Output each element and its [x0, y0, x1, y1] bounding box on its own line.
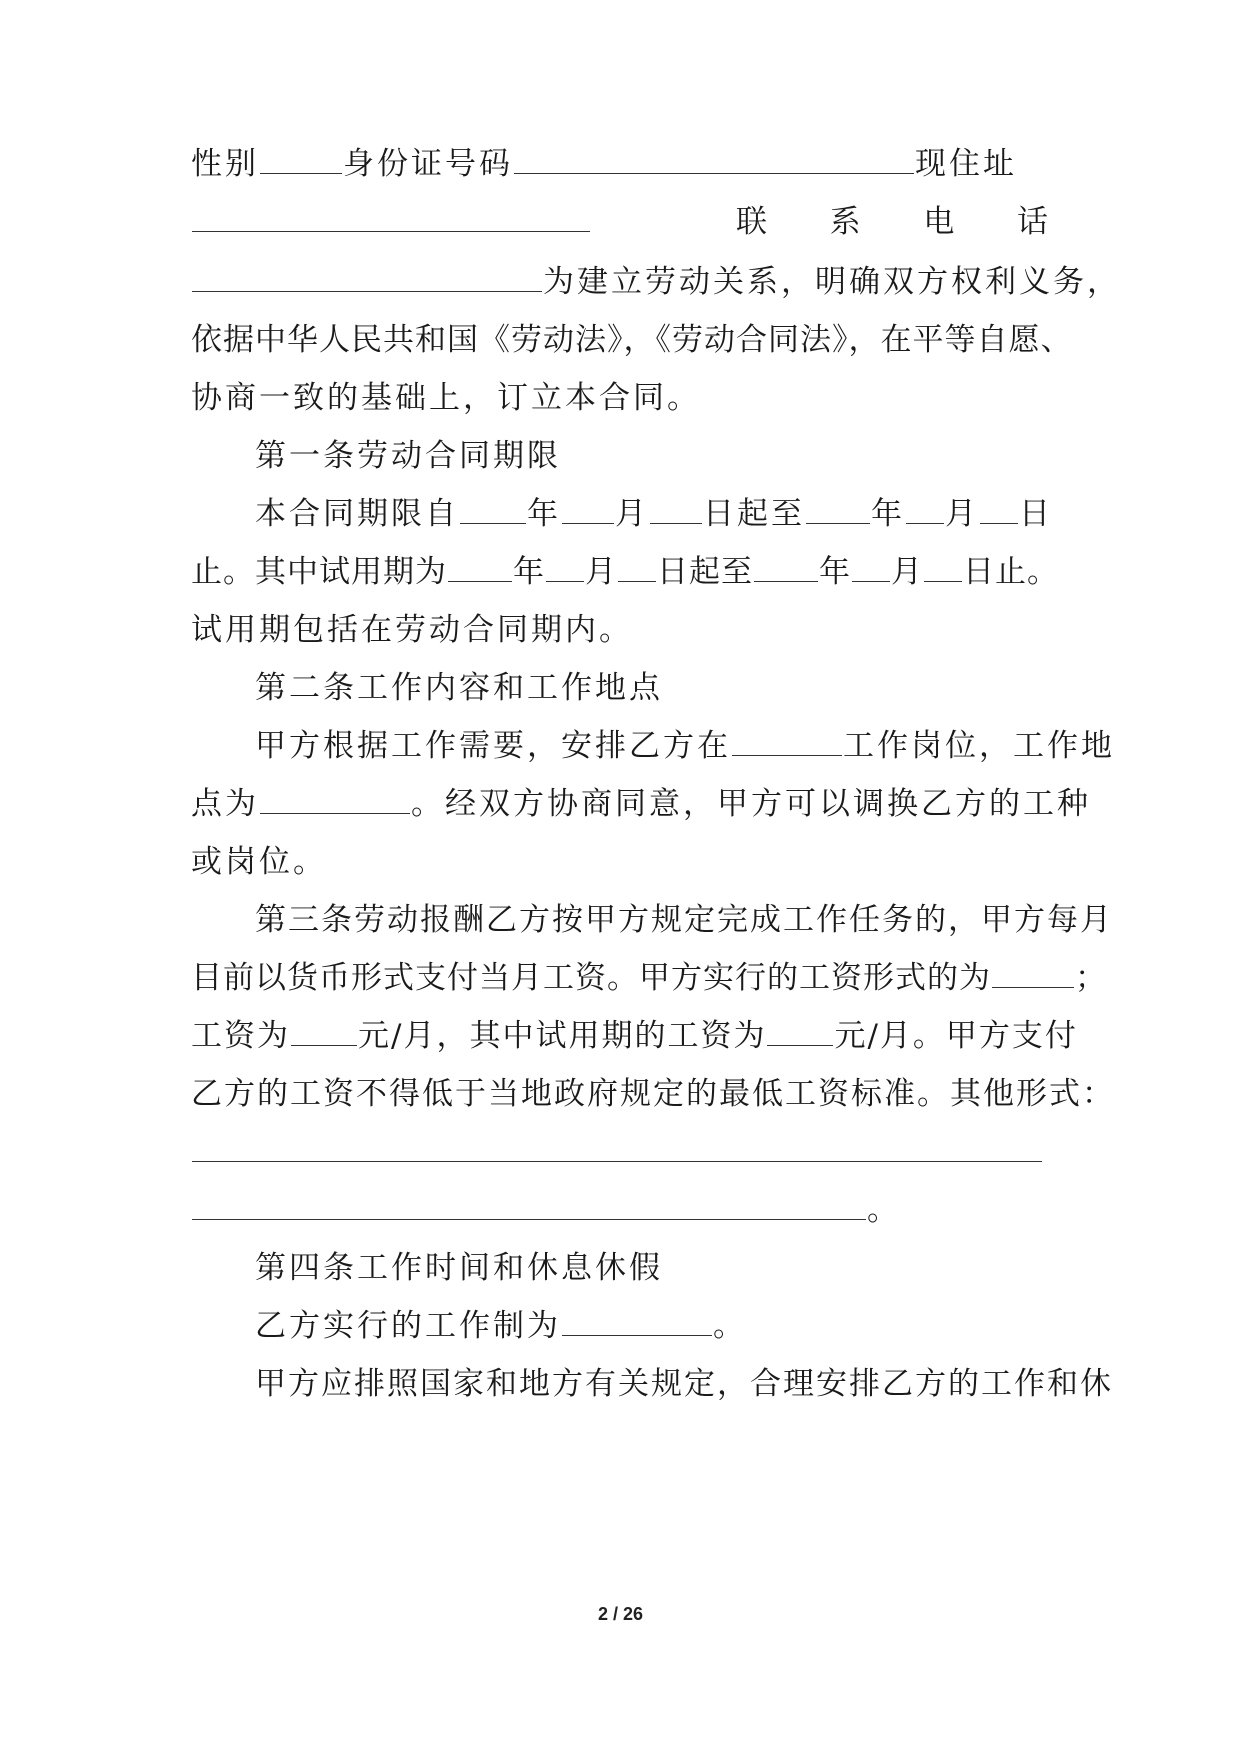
probation-wage-blank [767, 1015, 833, 1046]
agreement-text: 协商一致的基础上，订立本合同。 [191, 380, 701, 416]
article-3-wage-form-line: 目前以货币形式支付当月工资。甲方实行的工资形式的为 ； [191, 955, 1051, 1001]
article-3-other-form-line-1 [191, 1129, 1051, 1175]
phone-label: 联 系 电 话 [736, 204, 1051, 240]
start-month-blank [562, 493, 614, 524]
work-system-blank [562, 1305, 712, 1336]
wage-form-blank [992, 957, 1074, 988]
position-blank [732, 725, 842, 756]
probation-start-month-blank [546, 551, 584, 582]
party-b-info-line [191, 141, 1051, 187]
article-4-heading: 第四条工作时间和休息休假 [255, 1250, 663, 1286]
article-2-heading: 第二条工作内容和工作地点 [255, 670, 663, 706]
phone-blank [192, 261, 542, 292]
end-year-blank [806, 493, 870, 524]
article-2-end-line: 或岗位。 [191, 844, 327, 880]
purpose-text: 为建立劳动关系，明确双方权利义务， [543, 264, 1121, 300]
address-blank [192, 201, 590, 232]
other-form-blank-1 [192, 1131, 1042, 1162]
work-location-blank [260, 783, 410, 814]
article-3-wage-amount-line: 工资为 元/月，其中试用期的工资为 元/月。甲方支付 [191, 1013, 1051, 1059]
legal-basis-text: 依据中华人民共和国《劳动法》，《劳动合同法》，在平等自愿、 [191, 322, 1073, 358]
probation-end-year-blank [754, 551, 818, 582]
address-phone-line [191, 199, 1051, 245]
article-1-term-line: 本合同期限自 年 月 日起至 年 月 日 [255, 491, 1051, 537]
probation-start-day-blank [618, 551, 656, 582]
phone-purpose-line [191, 259, 1121, 305]
article-1-note-line: 试用期包括在劳动合同期内。 [191, 612, 633, 648]
gender-blank [260, 143, 342, 174]
article-4-work-system-line: 乙方实行的工作制为 。 [255, 1303, 1051, 1349]
start-day-blank [650, 493, 702, 524]
probation-end-month-blank [852, 551, 890, 582]
id-number-blank [514, 143, 914, 174]
address-label: 现住址 [915, 146, 1017, 182]
agreement-line [191, 375, 1051, 421]
article-4-arrangement-line: 甲方应排照国家和地方有关规定，合理安排乙方的工作和休 [255, 1366, 1113, 1402]
article-3-minimum-wage-line: 乙方的工资不得低于当地政府规定的最低工资标准。其他形式： [191, 1076, 1115, 1112]
end-month-blank [906, 493, 944, 524]
id-number-label: 身份证号码 [343, 146, 513, 182]
probation-start-year-blank [448, 551, 512, 582]
article-1-heading: 第一条劳动合同期限 [255, 438, 561, 474]
article-2-location-line: 点为 。经双方协商同意，甲方可以调换乙方的工种 [191, 781, 1051, 827]
page-number: 2 / 26 [597, 1604, 644, 1624]
article-3-other-form-line-2: 。 [191, 1187, 1051, 1233]
article-2-position-line: 甲方根据工作需要，安排乙方在 工作岗位，工作地 [255, 723, 1051, 769]
other-form-blank-2 [192, 1189, 866, 1220]
probation-end-day-blank [924, 551, 962, 582]
start-year-blank [460, 493, 526, 524]
gender-label: 性别 [191, 146, 259, 182]
wage-amount-blank [291, 1015, 357, 1046]
article-3-first-line: 第三条劳动报酬乙方按甲方规定完成工作任务的，甲方每月 [255, 902, 1113, 938]
end-day-blank [980, 493, 1018, 524]
legal-basis-line [191, 317, 1073, 363]
article-1-probation-line: 止。其中试用期为 年 月 日起至 年 月 日止。 [191, 549, 1051, 595]
